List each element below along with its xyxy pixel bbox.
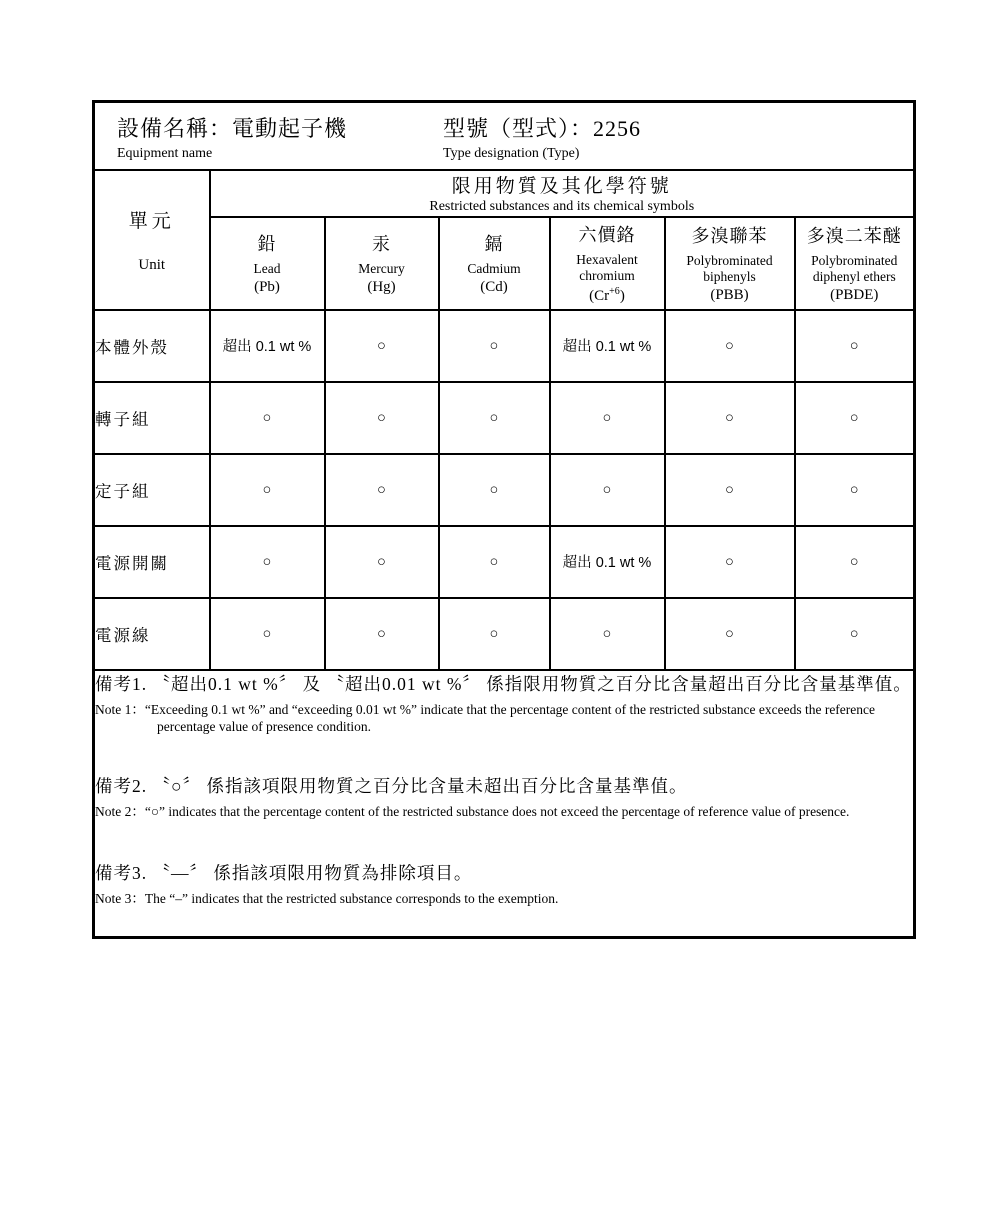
note-3-en: Note 3：The “–” indicates that the restricted substance corresponds to the exemption. — [95, 891, 559, 907]
table-cell: 超出 0.1 wt % — [210, 310, 325, 382]
table-cell: ○ — [325, 310, 439, 382]
column-header-lead — [210, 217, 325, 310]
cadmium-en: Cadmium — [467, 260, 521, 276]
hexavalent-chromium-en: Hexavalent chromium — [576, 251, 638, 283]
substance-header-row — [94, 217, 915, 310]
table-row-rotor-set — [94, 382, 915, 454]
pbde-symbol: (PBDE) — [830, 287, 879, 304]
type-designation-zh: 型號（型式）：2256 — [443, 116, 642, 141]
table-cell: ○ — [550, 382, 665, 454]
table-cell: ○ — [210, 382, 325, 454]
type-designation-en: Type designation (Type) — [443, 146, 580, 161]
title-cell — [94, 102, 915, 170]
table-cell: ○ — [795, 526, 915, 598]
column-header-mercury — [325, 217, 439, 310]
mercury-en: Mercury — [358, 260, 405, 276]
table-cell: ○ — [439, 454, 550, 526]
unit-label-zh: 單元 — [128, 210, 175, 232]
pbb-en: Polybrominated biphenyls — [686, 252, 773, 284]
table-cell: ○ — [795, 310, 915, 382]
note-1-zh: 備考1. 〝超出0.1 wt %〞 及 〝超出0.01 wt %〞 係指限用物質之百分比含量超出百分比含量基準值。 — [95, 673, 912, 694]
column-header-pbb — [665, 217, 795, 310]
mercury-zh: 汞 — [372, 233, 391, 254]
note-1-en-line2: percentage value of presence condition. — [157, 719, 372, 735]
unit-header-cell — [94, 170, 210, 310]
table-cell: ○ — [665, 454, 795, 526]
lead-zh: 鉛 — [257, 233, 277, 254]
restricted-substances-zh: 限用物質及其化學符號 — [451, 176, 672, 197]
note-2-zh: 備考2. 〝○〞 係指該項限用物質之百分比含量未超出百分比含量基準值。 — [95, 775, 688, 796]
table-cell: ○ — [325, 454, 439, 526]
table-cell: ○ — [665, 598, 795, 670]
pbb-zh: 多溴聯苯 — [691, 225, 768, 246]
table-cell: ○ — [665, 526, 795, 598]
table-row-power-cord — [94, 598, 915, 670]
table-cell: ○ — [439, 526, 550, 598]
table-cell: ○ — [795, 454, 915, 526]
table-row-body-housing — [94, 310, 915, 382]
notes-cell — [94, 670, 915, 938]
unit-label-en: Unit — [138, 256, 166, 273]
table-cell: ○ — [439, 598, 550, 670]
pbde-en: Polybrominated diphenyl ethers — [811, 252, 898, 284]
column-header-hexavalent-chromium — [550, 217, 665, 310]
table-cell: 超出 0.1 wt % — [550, 526, 665, 598]
lead-symbol: (Pb) — [254, 279, 280, 296]
table-cell: ○ — [795, 382, 915, 454]
note-3 — [95, 860, 913, 908]
table-row-power-switch — [94, 526, 915, 598]
mercury-symbol: (Hg) — [367, 279, 396, 296]
group-header-row — [94, 170, 915, 217]
equipment-name-zh: 設備名稱：電動起子機 — [117, 116, 348, 141]
restricted-substances-header-cell — [210, 170, 915, 217]
table-cell: ○ — [325, 382, 439, 454]
table-cell: ○ — [665, 382, 795, 454]
cadmium-symbol: (Cd) — [480, 279, 508, 296]
title-row — [94, 102, 915, 170]
row-label: 電源線 — [94, 598, 210, 670]
restricted-substances-en: Restricted substances and its chemical symbols — [429, 199, 695, 214]
rohs-declaration-table — [92, 100, 916, 939]
note-3-zh: 備考3. 〝—〞 係指該項限用物質為排除項目。 — [95, 863, 473, 884]
note-1-en-line1: Note 1：“Exceeding 0.1 wt %” and “exceeding 0.01 wt %” indicate that the percentage content of the restricted substance exceeds the reference — [95, 701, 876, 717]
table-cell: ○ — [665, 310, 795, 382]
table-cell: ○ — [550, 598, 665, 670]
hexavalent-chromium-symbol: $(Cr^{+6})$ — [589, 286, 625, 305]
table-cell: 超出 0.1 wt % — [550, 310, 665, 382]
table-cell: ○ — [210, 526, 325, 598]
note-2-en: Note 2：“○” indicates that the percentage content of the restricted substance does not exceed the percentage of reference value of presence. — [95, 803, 850, 819]
table-cell: ○ — [550, 454, 665, 526]
table-cell: ○ — [210, 454, 325, 526]
notes-row — [94, 670, 915, 938]
column-header-cadmium — [439, 217, 550, 310]
table-row-stator-set — [94, 454, 915, 526]
type-designation-block — [443, 112, 641, 162]
equipment-name-block — [117, 112, 347, 162]
table-cell: ○ — [210, 598, 325, 670]
table-cell: ○ — [439, 310, 550, 382]
note-2 — [95, 773, 913, 821]
table-cell: ○ — [795, 598, 915, 670]
row-label: 轉子組 — [94, 382, 210, 454]
pbde-zh: 多溴二苯醚 — [806, 225, 902, 246]
pbb-symbol: (PBB) — [710, 287, 749, 304]
hexavalent-chromium-zh: 六價鉻 — [578, 224, 636, 245]
equipment-name-en: Equipment name — [117, 146, 213, 161]
table-cell: ○ — [439, 382, 550, 454]
lead-en: Lead — [253, 260, 281, 276]
table-cell: ○ — [325, 526, 439, 598]
column-header-pbde — [795, 217, 915, 310]
row-label: 定子組 — [94, 454, 210, 526]
row-label: 電源開關 — [94, 526, 210, 598]
note-1 — [95, 671, 913, 736]
row-label: 本體外殼 — [94, 310, 210, 382]
cadmium-zh: 鎘 — [484, 233, 504, 254]
table-cell: ○ — [325, 598, 439, 670]
